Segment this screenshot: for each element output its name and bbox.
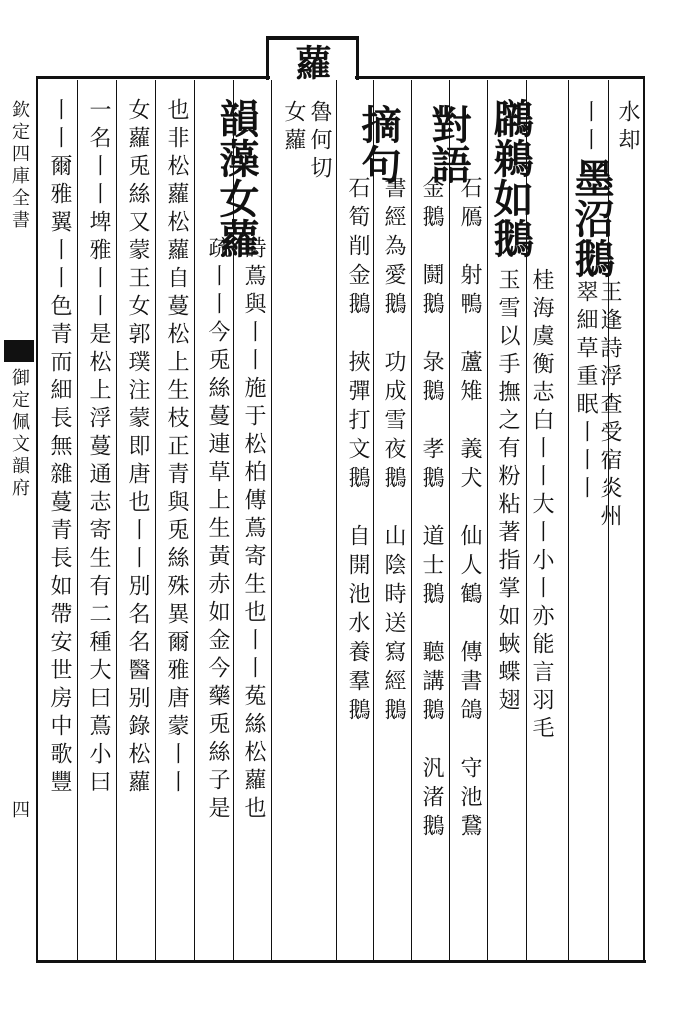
entry-title: 女蘿 (281, 100, 306, 156)
text-column: 女蘿兎絲又蒙王女郭璞注蒙即唐也丨丨別名名醫别錄松蘿 (125, 98, 150, 798)
header-character: 蘿 (290, 44, 332, 80)
column-divider (194, 80, 195, 960)
column-divider (336, 80, 337, 960)
column-divider (411, 80, 412, 960)
text-column: 水却 (615, 100, 640, 156)
top-rule-left (36, 76, 270, 79)
section-heading: 對語 (425, 104, 472, 184)
text-column: 玉雪以手撫之有粉粘著指掌如蛺蝶翅 (495, 268, 520, 716)
text-column: 翠細草重眠丨丨丨 (573, 280, 598, 504)
text-column: 石筍削金鵝 挾彈打文鵝 自開池水養羣鵝 (345, 176, 370, 727)
page-number: 四 (9, 800, 30, 822)
header-box-right (356, 36, 359, 80)
header-reading: 魯何切 (307, 100, 332, 184)
text-column: 書經為愛鵝 功成雪夜鵝 山陰時送寫經鵝 (381, 176, 406, 727)
text-column: 疏丨丨今兎絲蔓連草上生黃赤如金今藥兎絲子是 (205, 236, 230, 824)
column-divider (373, 80, 374, 960)
text-column: 丨丨爾雅翼丨丨色青而細長無雜蔓青長如帶安世房中歌豐 (47, 98, 72, 798)
section-heading: 摘句 (355, 104, 402, 184)
column-divider (155, 80, 156, 960)
text-column: 王逢詩浮查受宿炎州 (597, 280, 622, 532)
fish-tail-mark (4, 340, 34, 362)
text-column: 桂海虞衡志白丨丨大丨小丨亦能言羽毛 (529, 268, 554, 744)
header-box-top (266, 36, 359, 40)
book-title: 御定佩文韻府 (9, 368, 30, 500)
entry-heading: 墨沼鵝 (568, 158, 615, 278)
column-divider (77, 80, 78, 960)
text-column: 金鵝 鬪鵝 彔鵝 孝鵝 道士鵝 聽講鵝 汎渚鵝 (419, 176, 444, 843)
column-divider (271, 80, 272, 960)
bottom-rule (36, 960, 646, 963)
top-rule-right (355, 76, 645, 79)
entry-heading: 鸊鵜如鵝 (487, 98, 534, 258)
text-column: 石鴈 射鴨 蘆雉 義犬 仙人鶴 傳書鴿 守池鵞 (457, 176, 482, 843)
text-column: 丨丨 (577, 100, 602, 156)
entry-heading: 韻藻女蘿 (213, 98, 260, 258)
column-divider (116, 80, 117, 960)
text-column: 也非松蘿松蘿自蔓松上生枝正青與兎絲殊異爾雅唐蒙丨丨 (164, 98, 189, 798)
left-border (36, 76, 38, 963)
column-divider (449, 80, 450, 960)
right-border (643, 76, 645, 963)
text-column: 詩蔦與丨丨施于松柏傳蔦寄生也丨丨菟絲松蘿也 (241, 236, 266, 824)
series-title: 欽定四庫全書 (9, 100, 30, 232)
header-box-left (266, 36, 269, 80)
text-column: 一名丨丨埤雅丨丨是松上浮蔓通志寄生有二種大曰蔦小曰 (86, 98, 111, 798)
